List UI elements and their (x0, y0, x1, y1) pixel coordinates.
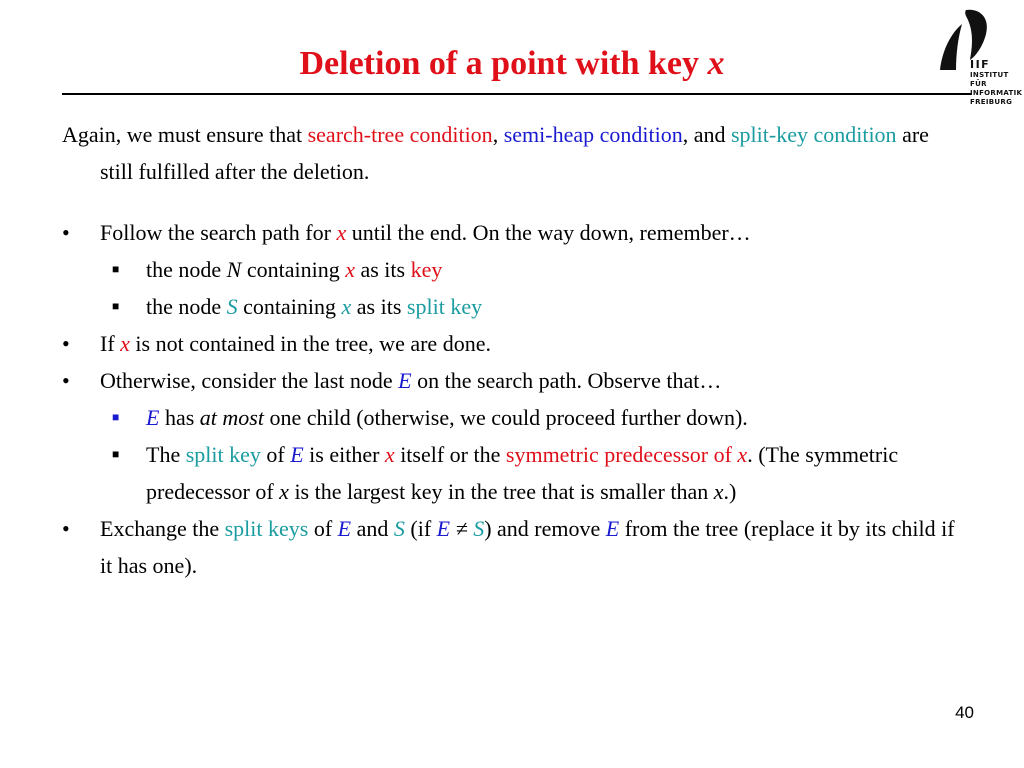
bullet-text: one child (otherwise, we could proceed further down). (263, 405, 748, 430)
bullet-if-not-contained (62, 325, 962, 362)
bullet-text: from the tree (replace it by its child if it has one). (100, 516, 955, 578)
logo-line-3: FREIBURG (970, 98, 1013, 106)
bullet-text: as its (351, 294, 407, 319)
bullet-dot-icon: • (62, 331, 70, 356)
var-e: E (146, 405, 160, 430)
var-x: x (336, 220, 347, 245)
bullet-text: containing (241, 257, 346, 282)
bullet-exchange (62, 510, 962, 584)
intro-text: , and (682, 122, 731, 147)
var-s: S (473, 516, 485, 541)
square-bullet-icon: ■ (112, 410, 120, 424)
bullet-text: (The symmetric predecessor of (146, 442, 899, 504)
bullet-text: the node (146, 294, 227, 319)
bullet-text: has (159, 405, 200, 430)
bullet-text: is not contained in the tree, we are done. (129, 331, 491, 356)
subbullet-at-most-one-child (62, 399, 962, 436)
split-key-term: split key (185, 442, 261, 467)
var-x: x (341, 294, 352, 319)
var-s: S (393, 516, 405, 541)
search-tree-condition-term: search-tree condition (307, 122, 493, 147)
intro-text: are still fulfilled after the deletion. (100, 122, 929, 184)
bullet-text: and (351, 516, 394, 541)
bullet-text: Follow the search path for (100, 220, 337, 245)
square-bullet-icon: ■ (112, 262, 120, 276)
bullet-otherwise (62, 362, 962, 399)
bullet-text: is either (303, 442, 385, 467)
var-x: x (120, 331, 130, 356)
slide-title (0, 42, 1024, 86)
bullet-text: If (100, 331, 121, 356)
var-x: x (713, 479, 724, 504)
split-key-term: split key (406, 294, 483, 319)
var-e: E (337, 516, 352, 541)
bullet-text: the node (146, 257, 227, 282)
bullet-dot-icon: • (62, 516, 70, 541)
square-bullet-icon: ■ (112, 299, 120, 313)
subbullet-node-n (62, 251, 962, 288)
var-e: E (436, 516, 451, 541)
semi-heap-condition-term: semi-heap condition (503, 122, 683, 147)
bullet-text: .) (723, 479, 737, 504)
var-x: x (384, 442, 395, 467)
at-most-emphasis: at most (199, 405, 264, 430)
bullet-text: Otherwise, consider the last node (100, 368, 399, 393)
bullet-text: (if (404, 516, 437, 541)
bullet-text: as its (354, 257, 411, 282)
var-e: E (398, 368, 412, 393)
bullet-text: of (308, 516, 338, 541)
subbullet-split-key-of-e (62, 436, 962, 510)
title-divider (62, 93, 972, 95)
key-term: key (410, 257, 443, 282)
bullet-dot-icon: • (62, 368, 70, 393)
intro-text: Again, we must ensure that (62, 122, 308, 147)
bullet-text: until the end. On the way down, remember… (346, 220, 751, 245)
var-x: x (279, 479, 289, 504)
var-e: E (605, 516, 620, 541)
var-x: x (345, 257, 355, 282)
bullet-text: Exchange the (100, 516, 225, 541)
page-number: 40 (955, 703, 974, 722)
logo-text (970, 58, 1022, 107)
subbullet-node-s (62, 288, 962, 325)
var-s: S (226, 294, 238, 319)
title-text: Deletion of a point with key (299, 45, 708, 82)
var-e: E (290, 442, 304, 467)
slide-body (62, 116, 962, 584)
bullet-text: on the search path. Observe that… (411, 368, 722, 393)
bullet-text: The (146, 442, 186, 467)
intro-paragraph (62, 116, 962, 190)
bullet-text: . (747, 442, 753, 467)
bullet-follow-path (62, 214, 962, 251)
not-equal-symbol: ≠ (450, 516, 474, 541)
logo-line-2: INFORMATIK (970, 89, 1023, 97)
square-bullet-icon: ■ (112, 447, 120, 461)
split-keys-term: split keys (224, 516, 309, 541)
split-key-condition-term: split-key condition (730, 122, 897, 147)
iif-logo (936, 8, 1023, 106)
var-n: N (226, 257, 242, 282)
logo-line-1: INSTITUT FÜR (970, 71, 1009, 88)
bullet-text: itself or the (394, 442, 506, 467)
bullet-text: containing (237, 294, 342, 319)
intro-text: , (492, 122, 504, 147)
var-x: x (737, 442, 748, 467)
bullet-text: is the largest key in the tree that is smaller than (288, 479, 714, 504)
bullet-dot-icon: • (62, 220, 70, 245)
symmetric-predecessor-term: symmetric predecessor of (505, 442, 738, 467)
bullet-text: of (260, 442, 291, 467)
logo-acronym: IIF (970, 58, 991, 71)
title-variable: x (707, 45, 725, 82)
bullet-text: ) and remove (484, 516, 606, 541)
